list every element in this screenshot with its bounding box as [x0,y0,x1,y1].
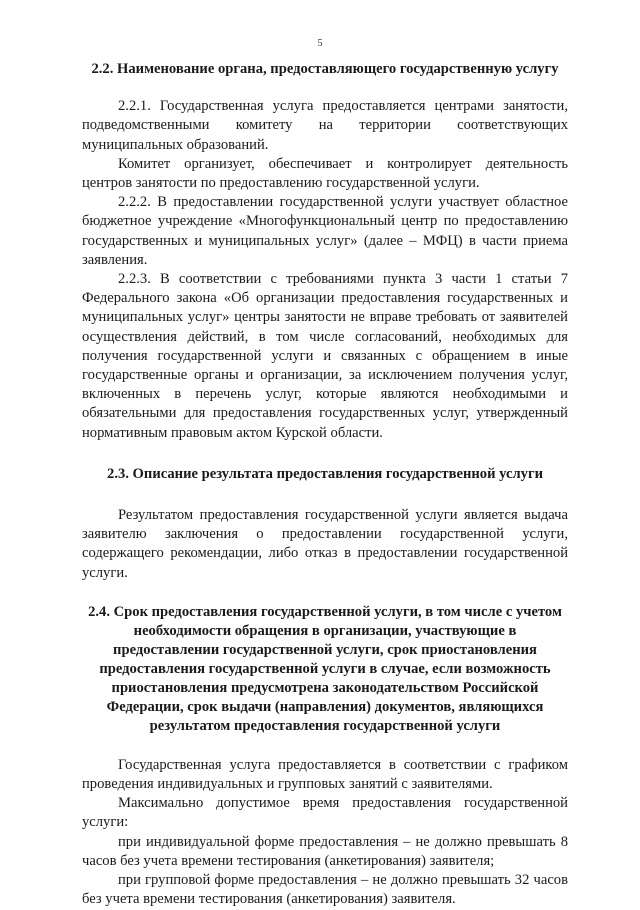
paragraph-result: Результатом предоставления государственной услуги является выдача заявителю заключения о предоставлении государственной услуги, содержащего рекомендации, либо отказ в предоставлении государственной услуги. [82,507,568,581]
page-number: 5 [317,38,323,49]
paragraph-schedule: Государственная услуга предоставляется в соответствии с графиком проведения индивидуальных и групповых занятий с заявителями. [82,756,568,793]
section-2-2-heading: 2.2. Наименование органа, предоставляющего государственную услугу [91,61,559,77]
paragraph-max-time: Максимально допустимое время предоставления государственной услуги: [82,795,568,831]
page-content [82,60,568,910]
paragraph-2-2-2: 2.2.2. В предоставлении государственной услуги участвует областное бюджетное учреждение «Многофункциональный центр по предоставлению государственных и муниципальных услуг» (далее – МФЦ) в части приема заявления. [82,194,568,268]
paragraph-committee: Комитет организует, обеспечивает и контролирует деятельность центров занятости по предоставлению государственной услуги. [82,155,568,192]
section-2-3-heading: 2.3. Описание результата предоставления государственной услуги [107,465,543,482]
paragraph-2-2-1: 2.2.1. Государственная услуга предоставляется центрами занятости, подведомственными комитету на территории соответствующих муниципальных образований. [82,98,568,153]
section-2-4-heading: 2.4. Срок предоставления государственной услуги, в том числе с учетом необходимости обращения в организации, участвующие в предоставлении государственной услуги, срок приостановления предоставления государственной услуги в случае, если возможность приостановления предусмотрена законодательством Российской Федерации, срок выдачи (направления) документов, являющихся результатом предоставления государственной услуги [88,603,562,734]
paragraph-group: при групповой форме предоставления – не должно превышать 32 часов без учета времени тестирования (анкетирования) заявителя. [82,872,568,908]
paragraph-individual: при индивидуальной форме предоставления – не должно превышать 8 часов без учета времени тестирования (анкетирования) заявителя; [82,833,568,869]
paragraph-2-2-3: 2.2.3. В соответствии с требованиями пункта 3 части 1 статьи 7 Федерального закона «Об организации предоставления государственных и муниципальных услуг» центры занятости не вправе требовать от заявителей осуществления действий, в том числе согласований, необходимых для получения государственной услуги и связанных с обращением в иные государственные органы и организации, за исключением получения услуг, включенных в перечень услуг, которые являются необходимыми и обязательными для предоставления государственных услуг, утвержденный нормативным правовым актом Курской области. [82,271,568,441]
